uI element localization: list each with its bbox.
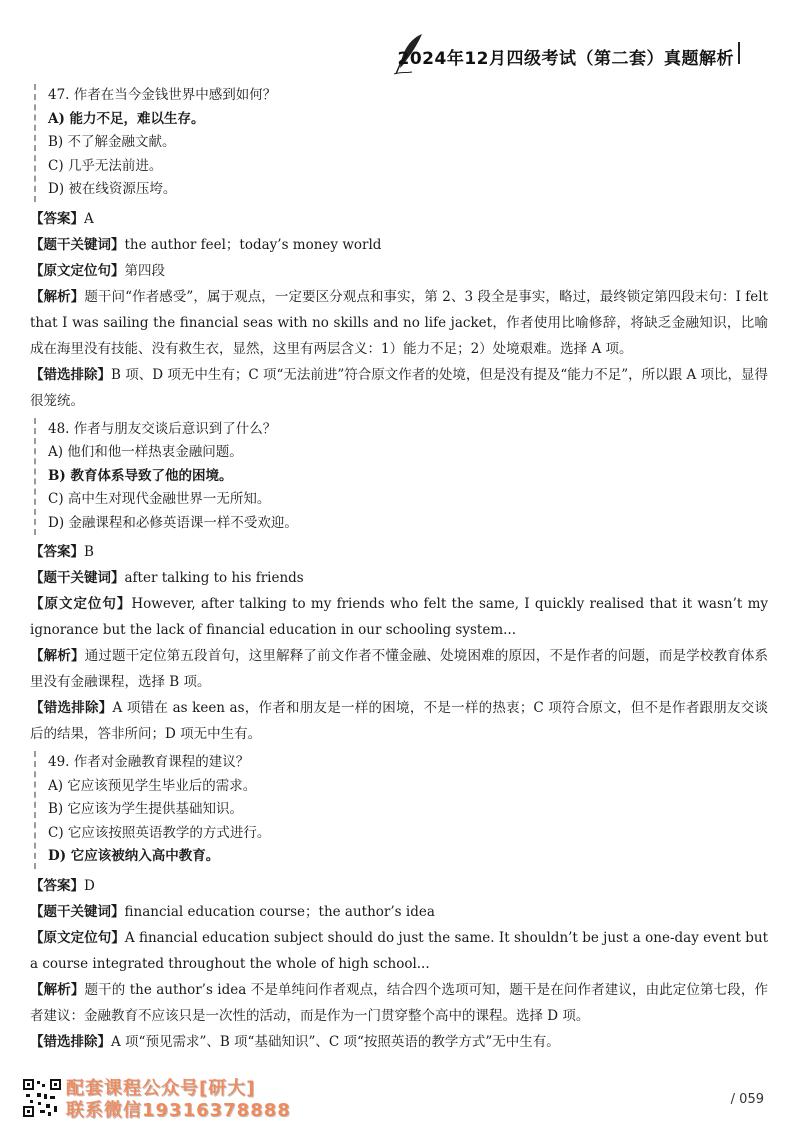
analysis-label: 【解析】 — [30, 648, 85, 664]
page-number: / 059 — [730, 1092, 764, 1107]
exclusion-value: A 项错在 as keen as，作者和朋友是一样的困境，不是一样的热衷；C 项符合原文，但不是作者跟朋友交谈后的结果，答非所问；D 项无中生有。 — [30, 700, 769, 742]
question-block-47 — [30, 84, 768, 414]
answer-value: A — [84, 210, 94, 227]
question-box — [34, 751, 768, 869]
exclusion-line — [30, 695, 768, 747]
exclusion-line — [30, 1029, 768, 1055]
answer-label: 【答案】 — [30, 544, 84, 560]
keyword-line — [30, 232, 768, 258]
question-stem: 48. 作者与朋友交谈后意识到了什么？ — [48, 420, 277, 437]
analysis-line — [30, 284, 768, 362]
question-box — [34, 418, 768, 536]
exclusion-value: A 项“预见需求”、B 项“基础知识”、C 项“按照英语的教学方式”无中生有。 — [111, 1033, 560, 1050]
locate-value: 第四段 — [124, 262, 165, 279]
locate-line — [30, 925, 768, 977]
question-stem: 47. 作者在当今金钱世界中感到如何？ — [48, 87, 277, 103]
locate-label: 【原文定位句】 — [30, 929, 125, 946]
option-d: D) 被在线资源压垮。 — [48, 181, 177, 197]
locate-label: 【原文定位句】 — [30, 596, 132, 612]
question-block-48 — [30, 418, 768, 748]
analysis-content — [30, 84, 768, 1055]
keyword-value: the author feel；today’s money world — [124, 236, 382, 253]
answer-line — [30, 206, 768, 232]
exclusion-label: 【错选排除】 — [30, 700, 113, 716]
locate-value: However, after talking to my friends who felt the same, I quickly realised that it wasn’t my ignorance but the lack of financial education in our schooling system... — [30, 596, 768, 638]
option-d: D) 金融课程和必修英语课一样不受欢迎。 — [48, 514, 298, 531]
keyword-value: financial education course；the author’s idea — [124, 903, 435, 920]
option-b: B) 它应该为学生提供基础知识。 — [48, 801, 243, 817]
option-b: B) 教育体系导致了他的困境。 — [48, 467, 233, 484]
analysis-label: 【解析】 — [30, 981, 85, 998]
analysis-value: 题干的 the author’s idea 不是单纯问作者观点，结合四个选项可知，题干是在问作者建议，由此定位第七段，作者建议：金融教育不应该只是一次性的活动，而是作为一门贯穿整个高中的课程。选择 D 项。 — [30, 981, 769, 1024]
analysis-line — [30, 977, 768, 1029]
exclusion-line — [30, 362, 768, 414]
locate-label: 【原文定位句】 — [30, 262, 125, 279]
answer-label: 【答案】 — [30, 877, 84, 894]
option-c: C) 高中生对现代金融世界一无所知。 — [48, 491, 271, 507]
promo-line-2: 联系微信19316378888 — [66, 1100, 291, 1121]
option-b: B) 不了解金融文献。 — [48, 134, 176, 150]
exclusion-label: 【错选排除】 — [30, 1033, 111, 1050]
question-box — [34, 84, 768, 202]
keyword-label: 【题干关键词】 — [30, 570, 125, 586]
option-a: A) 能力不足，难以生存。 — [48, 110, 205, 127]
question-stem: 49. 作者对金融教育课程的建议？ — [48, 754, 250, 770]
page-header — [0, 30, 800, 78]
keyword-value: after talking to his friends — [124, 570, 304, 586]
header-divider — [738, 42, 740, 64]
analysis-line — [30, 643, 768, 695]
option-c: C) 它应该按照英语教学的方式进行。 — [48, 824, 271, 841]
option-d: D) 它应该被纳入高中教育。 — [48, 848, 220, 864]
answer-value: B — [84, 544, 94, 560]
keyword-label: 【题干关键词】 — [30, 236, 125, 253]
question-block-49 — [30, 751, 768, 1055]
footer-promo — [66, 1078, 291, 1122]
analysis-value: 题干问“作者感受”，属于观点，一定要区分观点和事实，第 2、3 段全是事实，略过，最终锁定第四段末句：I felt that I was sailing the financial seas with no skills and no life jacket，作者使用比喻修辞，将缺乏金融知识，比喻成在海里没有技能、没有救生衣，显然，这里有两层含义：1）能力不足；2）处境艰难。选择 A 项。 — [30, 288, 769, 357]
analysis-label: 【解析】 — [30, 288, 85, 305]
answer-line — [30, 539, 768, 565]
answer-value: D — [84, 877, 95, 894]
keyword-label: 【题干关键词】 — [30, 903, 125, 920]
keyword-line — [30, 565, 768, 591]
answer-label: 【答案】 — [30, 210, 84, 227]
locate-line — [30, 258, 768, 284]
option-a: A) 它应该预见学生毕业后的需求。 — [48, 777, 257, 794]
qr-code-icon — [22, 1078, 62, 1118]
keyword-line — [30, 899, 768, 925]
exclusion-value: B 项、D 项无中生有；C 项“无法前进”符合原文作者的处境，但是没有提及“能力不足”，所以跟 A 项比，显得很笼统。 — [30, 366, 768, 409]
answer-line — [30, 873, 768, 899]
locate-value: A financial education subject should do just the same. It shouldn’t be just a one-day event but a course integrated throughout the whole of high school... — [30, 929, 769, 972]
option-c: C) 几乎无法前进。 — [48, 157, 163, 174]
promo-line-1: 配套课程公众号[研大] — [66, 1078, 256, 1099]
locate-line — [30, 591, 768, 643]
exclusion-label: 【错选排除】 — [30, 366, 112, 383]
header-title: 2024年12月四级考试（第二套）真题解析 — [397, 49, 734, 69]
analysis-value: 通过题干定位第五段首句，这里解释了前文作者不懂金融、处境困难的原因，不是作者的问题，而是学校教育体系里没有金融课程，选择 B 项。 — [30, 648, 769, 690]
option-a: A) 他们和他一样热衷金融问题。 — [48, 444, 243, 460]
